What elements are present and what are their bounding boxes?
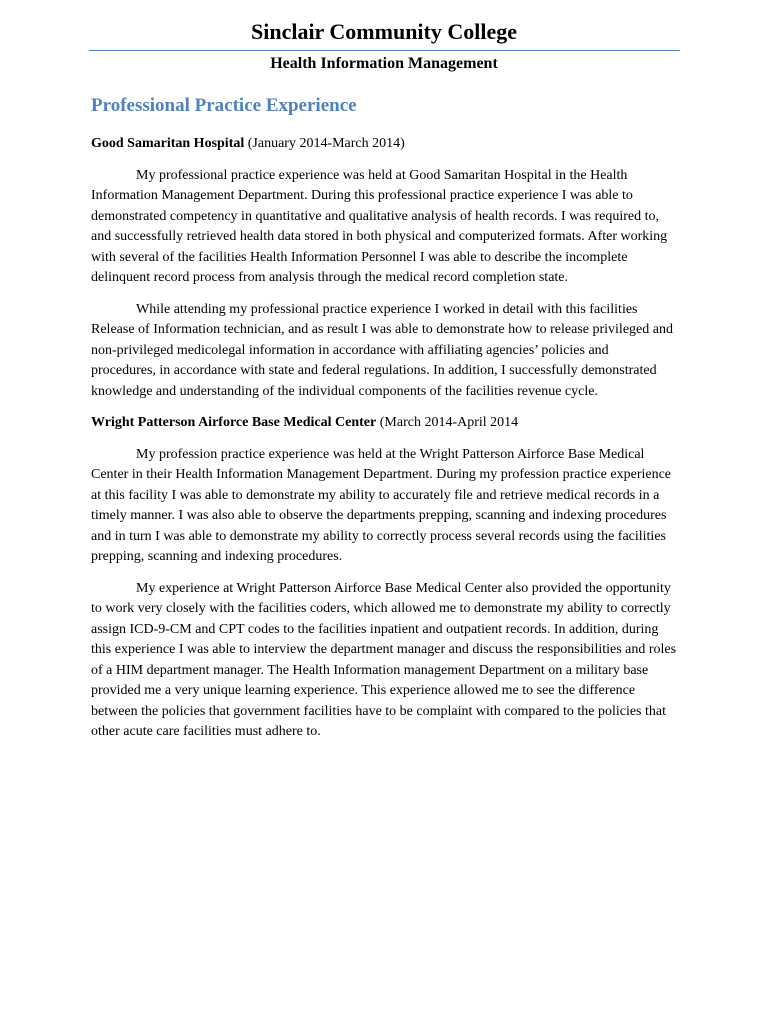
organization-name: Good Samaritan Hospital: [91, 136, 245, 151]
document-body: [91, 134, 677, 754]
entry-dates: (March 2014-April 2014: [376, 415, 519, 430]
entry-heading-wright-patterson: [91, 413, 677, 434]
entry-dates: (January 2014-March 2014): [244, 136, 405, 151]
department-title: Health Information Management: [270, 55, 498, 72]
section-heading: Professional Practice Experience: [91, 95, 357, 116]
body-paragraph: My profession practice experience was held at the Wright Patterson Airforce Base Medical Center in their Health Information Management Department. During my profession practice experience at this facility I was able to demonstrate my ability to accurately file and retrieve medical records in a timely manner. I was also able to observe the departments prepping, scanning and indexing procedures and in turn I was able to demonstrate my ability to correctly process several records using the facilities prepping, scanning and indexing procedures.: [91, 446, 672, 564]
college-title: Sinclair Community College: [250, 19, 518, 44]
body-paragraph: My professional practice experience was held at Good Samaritan Hospital in the Health Information Management Department. During this professional practice experience I was able to demonstrated competency in quantitative and qualitative analysis of health records. I was required to, and successfully retrieved health data stored in both physical and computerized formats. After working with several of the facilities Health Information Personnel I was able to describe the incomplete delinquent record process from analysis through the medical record completion state.: [91, 167, 668, 285]
entry-heading-good-samaritan: [91, 134, 677, 155]
header-rule: [89, 50, 680, 51]
organization-name: Wright Patterson Airforce Base Medical Center: [91, 415, 377, 430]
body-paragraph: My experience at Wright Patterson Airforce Base Medical Center also provided the opportunity to work very closely with the facilities coders, which allowed me to demonstrate my ability to correctly assign ICD-9-CM and CPT codes to the facilities inpatient and outpatient records. In addition, during this experience I was able to interview the department manager and discuss the responsibilities and roles of a HIM department manager. The Health Information management Department on a military base provided me a very unique learning experience. This experience allowed me to see the difference between the policies that government facilities have to be complaint with compared to the policies that other acute care facilities must adhere to.: [91, 580, 677, 739]
body-paragraph: While attending my professional practice experience I worked in detail with this facilities Release of Information technician, and as result I was able to demonstrate how to release privileged and non-privileged medicolegal information in accordance with affiliating agencies’ policies and procedures, in accordance with state and federal regulations. In addition, I successfully demonstrated knowledge and understanding of the individual components of the facilities revenue cycle.: [91, 301, 673, 399]
